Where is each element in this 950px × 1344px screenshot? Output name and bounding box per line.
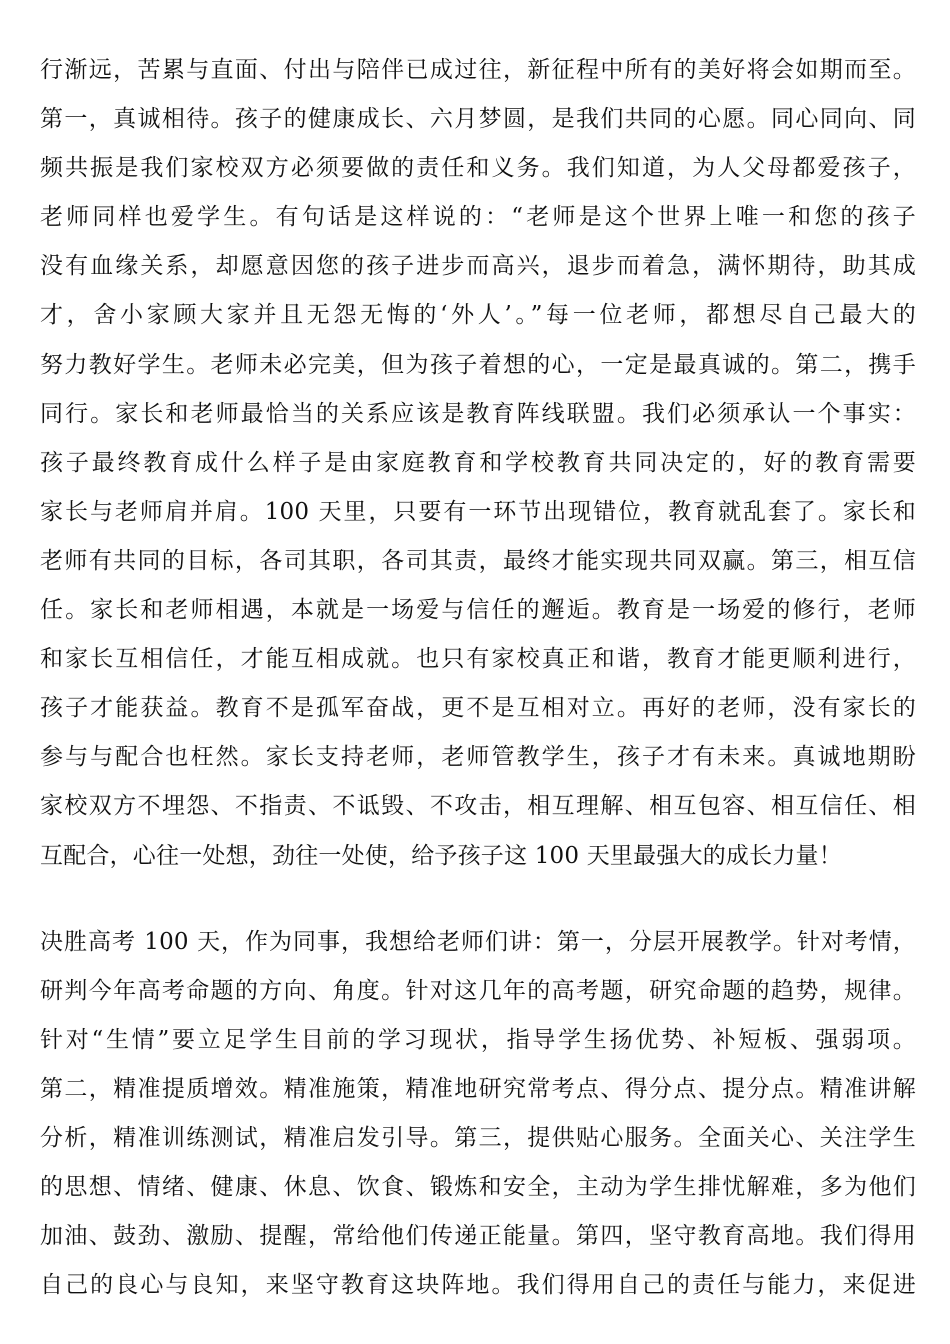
text-line: 互配合，心往一处想，劲往一处使，给予孩子这 100 天里最强大的成长力量！ — [40, 842, 842, 869]
paragraph-1 — [40, 46, 916, 881]
text-line: 家长与老师肩并肩。100 天里，只要有一环节出现错位，教育就乱套了。家长和 — [40, 498, 916, 525]
text-line: 老师同样也爱学生。有句话是这样说的：“老师是这个世界上唯一和您的孩子 — [40, 204, 916, 231]
text-line: 第二，精准提质增效。精准施策，精准地研究常考点、得分点、提分点。精准讲解 — [40, 1075, 916, 1102]
text-line: 第一，真诚相待。孩子的健康成长、六月梦圆，是我们共同的心愿。同心同向、同 — [40, 106, 916, 133]
text-line: 针对“生情”要立足学生目前的学习现状，指导学生扬优势、补短板、强弱项。 — [40, 1026, 916, 1053]
text-line: 研判今年高考命题的方向、角度。针对这几年的高考题，研究命题的趋势，规律。 — [40, 977, 916, 1004]
paragraph-gap — [40, 881, 916, 918]
text-line: 孩子才能获益。教育不是孤军奋战，更不是互相对立。再好的老师，没有家长的 — [40, 695, 916, 722]
paragraph-2 — [40, 918, 916, 1311]
text-line: 参与与配合也枉然。家长支持老师，老师管教学生，孩子才有未来。真诚地期盼 — [40, 744, 916, 771]
text-line: 同行。家长和老师最恰当的关系应该是教育阵线联盟。我们必须承认一个事实： — [40, 400, 916, 427]
text-line: 的思想、情绪、健康、休息、饮食、锻炼和安全，主动为学生排忧解难，多为他们 — [40, 1174, 916, 1201]
text-line: 决胜高考 100 天，作为同事，我想给老师们讲：第一，分层开展教学。针对考情， — [40, 928, 916, 955]
text-line: 行渐远，苦累与直面、付出与陪伴已成过往，新征程中所有的美好将会如期而至。 — [40, 57, 916, 83]
text-line: 自己的良心与良知，来坚守教育这块阵地。我们得用自己的责任与能力，来促进 — [40, 1272, 916, 1299]
text-line: 加油、鼓劲、激励、提醒，常给他们传递正能量。第四，坚守教育高地。我们得用 — [40, 1223, 916, 1250]
text-line: 努力教好学生。老师未必完美，但为孩子着想的心，一定是最真诚的。第二，携手 — [40, 351, 916, 378]
text-line: 才，舍小家顾大家并且无怨无悔的‘外人’。”每一位老师，都想尽自己最大的 — [40, 302, 916, 329]
text-line: 分析，精准训练测试，精准启发引导。第三，提供贴心服务。全面关心、关注学生 — [40, 1124, 916, 1151]
text-line: 孩子最终教育成什么样子是由家庭教育和学校教育共同决定的，好的教育需要 — [40, 449, 916, 476]
text-line: 没有血缘关系，却愿意因您的孩子进步而高兴，退步而着急，满怀期待，助其成 — [40, 253, 916, 280]
text-line: 和家长互相信任，才能互相成就。也只有家校真正和谐，教育才能更顺利进行， — [40, 646, 916, 673]
text-line: 频共振是我们家校双方必须要做的责任和义务。我们知道，为人父母都爱孩子， — [40, 155, 916, 182]
text-line: 任。家长和老师相遇，本就是一场爱与信任的邂逅。教育是一场爱的修行，老师 — [40, 597, 916, 624]
text-line: 老师有共同的目标，各司其职，各司其责，最终才能实现共同双赢。第三，相互信 — [40, 547, 916, 574]
document-page — [40, 46, 916, 1310]
text-line: 家校双方不埋怨、不指责、不诋毁、不攻击，相互理解、相互包容、相互信任、相 — [40, 793, 916, 820]
